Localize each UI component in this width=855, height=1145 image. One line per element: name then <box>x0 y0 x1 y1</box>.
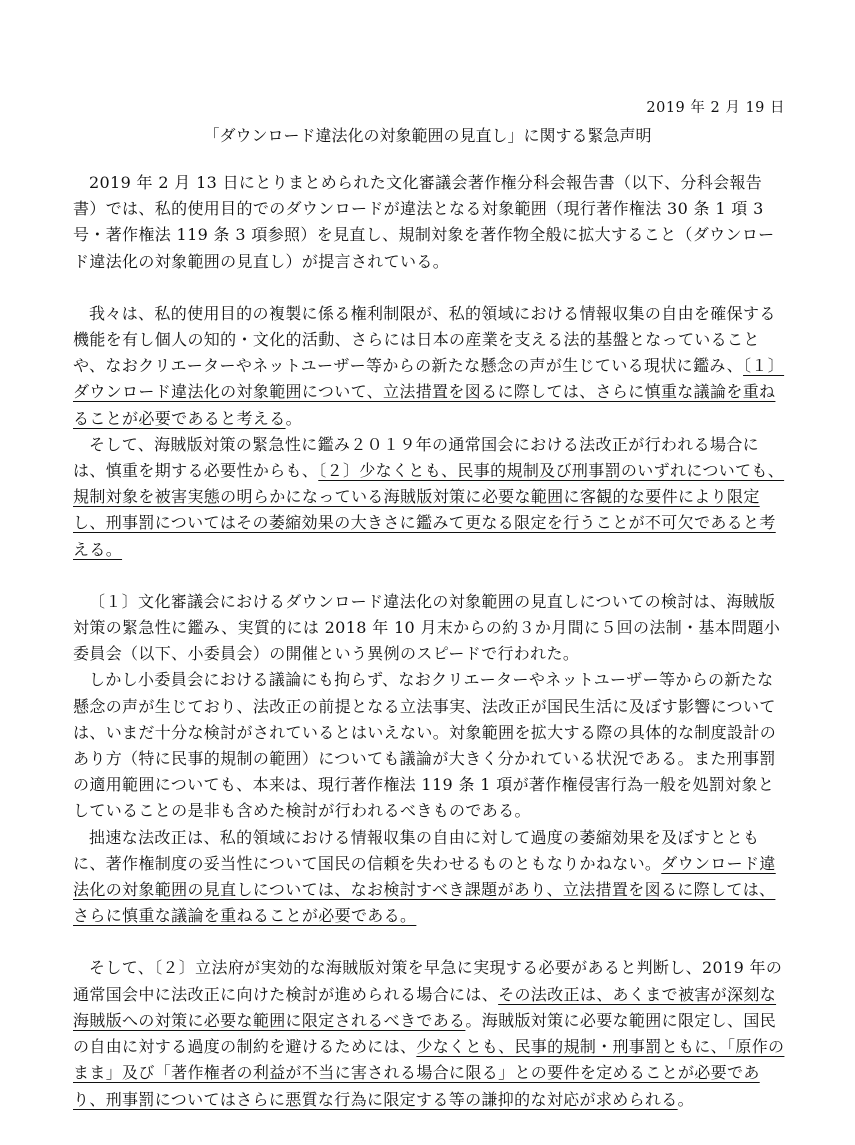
underlined-conclusion-3: ダウンロード違法化の対象範囲の見直しについては、なお検討すべき課題があり、立法措置を図るに際しては、さらに慎重な議論を重ねることが必要である。 <box>73 853 776 926</box>
period: 。 <box>285 408 302 428</box>
document-date: 2019 年 2 月 19 日 <box>646 100 785 116</box>
paragraph-position-1 <box>73 301 785 432</box>
paragraph-intro-text: 2019 年 2 月 13 日にとりまとめられた文化審議会著作権分科会報告書（以下、分科会報告書）では、私的使用目的でのダウンロードが違法となる対象範囲（現行著作権法 30 条 1 項 3 号・著作権法 119 条 3 項参照）を見直し、規制対象を著作物全般に拡大すること（ダウンロード違法化の対象範囲の見直し）が提言されている。 <box>73 173 775 271</box>
paragraph-position-1-text: 我々は、私的使用目的の複製に係る権利制限が、私的領域における情報収集の自由を確保する機能を有し個人の知的・文化的活動、さらには日本の産業を支える法的基盤となっていることや、なおクリエーターやネットユーザー等からの新たな懸念の声が生じている現状に鑑み、 <box>73 303 776 376</box>
paragraph-reason-3 <box>73 825 785 930</box>
paragraph-reason-1 <box>73 589 785 668</box>
paragraph-reason-2-text: しかし小委員会における議論にも拘らず、なおクリエーターやネットユーザー等からの新たな懸念の声が生じており、法改正の前提となる立法事実、法改正が国民生活に及ぼす影響については、いまだ十分な検討がされているとはいえない。対象範囲を拡大する際の具体的な制度設計のあり方（特に民事的規制の範囲）についても議論が大きく分かれている状況である。また刑事罰の適用範囲についても、本来は、現行著作権法 119 条 1 項が著作権侵害行為一般を処罰対象としていることの是非も含めた検討が行われるべきものである。 <box>73 670 777 821</box>
document-body <box>73 170 785 1113</box>
paragraph-position-2 <box>73 432 785 563</box>
underlined-conclusion-4: その法改正は、あくまで被害が深刻な海賊版への対策に必要な範囲に限定されるべきである <box>73 984 777 1030</box>
paragraph-reason-1-text: 〔１〕文化審議会におけるダウンロード違法化の対象範囲の見直しについての検討は、海賊版対策の緊急性に鑑み、実質的には 2018 年 10 月末からの約３か月間に５回の法制・基本問題小委員会（以下、小委員会）の開催という異例のスピードで行われた。 <box>73 591 781 664</box>
paragraph-reason-3-text: 拙速な法改正は、私的領域における情報収集の自由に対して過度の萎縮効果を及ぼすとともに、著作権制度の妥当性について国民の信頼を失わせるものともなりかねない。 <box>73 827 760 873</box>
underlined-conclusion-1: 〔１〕ダウンロード違法化の対象範囲について、立法措置を図るに際しては、さらに慎重な議論を重ねることが必要であると考える <box>73 356 785 428</box>
paragraph-intro <box>73 170 785 275</box>
paragraph-reason-2 <box>73 667 785 824</box>
underlined-conclusion-2: 〔２〕少なくとも、民事的規制及び刑事罰のいずれについても、規制対象を被害実態の明らかになっている海賊版対策に必要な範囲に客観的な要件により限定し、刑事罰についてはその萎縮効果の大きさに鑑みて更なる限定を行うことが不可欠であると考える。 <box>73 461 785 559</box>
paragraph-reason-4-middle: 。海賊版対策に必要な範囲に限定し、国民の自由に対する過度の制約を避けるためには、 <box>73 1010 777 1057</box>
paragraph-reason-4-text: そして、〔２〕立法府が実効的な海賊版対策を早急に実現する必要があると判断し、2019 年の通常国会中に法改正に向けた検討が進められる場合には、 <box>73 958 783 1004</box>
paragraph-reason-4 <box>73 955 785 1112</box>
document-title: 「ダウンロード違法化の対象範囲の見直し」に関する緊急声明 <box>203 126 652 145</box>
period: 。 <box>677 1089 694 1109</box>
underlined-conclusion-5: 少なくとも、民事的規制・刑事罰ともに、「原作のまま」及び「著作権者の利益が不当に害される場合に限る」との要件を定めることが必要であり、刑事罰についてはさらに悪質な行為に限定する等の謙抑的な対応が求められる <box>73 1037 785 1109</box>
paragraph-position-2-text: そして、海賊版対策の緊急性に鑑み２０１９年の通常国会における法改正が行われる場合には、慎重を期する必要性からも、 <box>73 434 760 481</box>
